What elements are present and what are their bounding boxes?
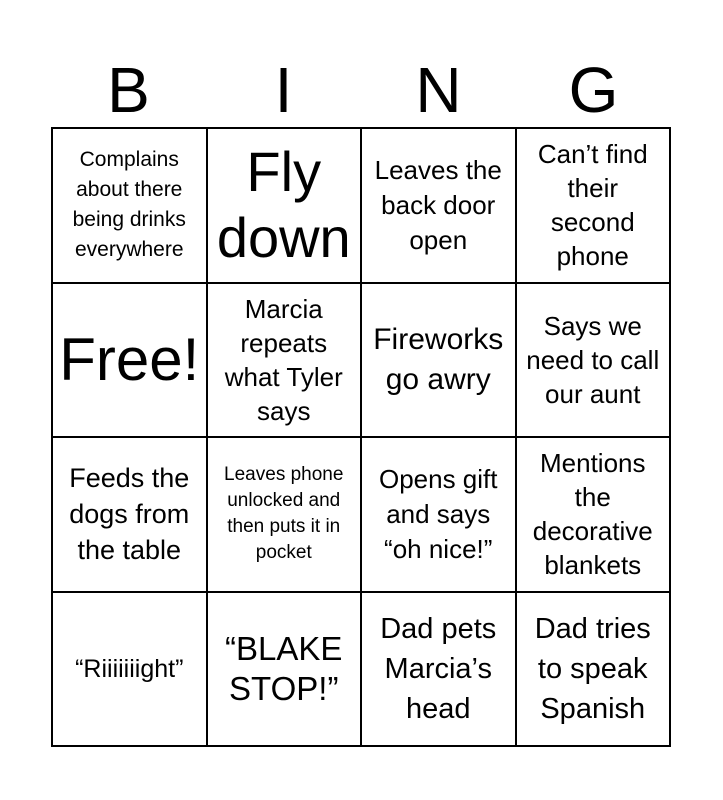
bingo-header <box>51 52 671 128</box>
cell-text: Free! <box>59 325 200 393</box>
bingo-cell-free[interactable] <box>52 283 207 438</box>
cell-text: Fly down <box>216 140 351 270</box>
cell-text: Mentions the decorative blankets <box>532 448 653 581</box>
bingo-cell[interactable] <box>361 128 516 283</box>
header-letter-n: N <box>415 54 462 126</box>
cell-text: “Riiiiiiight” <box>75 654 184 683</box>
bingo-cell[interactable] <box>207 437 362 592</box>
cell-text: Marcia repeats what Tyler says <box>224 293 343 426</box>
cell-text: Can’t find their second phone <box>537 139 648 272</box>
bingo-cell[interactable] <box>516 128 671 283</box>
header-letter-g: G <box>568 54 619 126</box>
header-letter-b: B <box>107 54 150 126</box>
cell-text: “BLAKE STOP!” <box>225 629 343 707</box>
cell-text: Dad tries to speak Spanish <box>534 612 651 725</box>
cell-text: Leaves phone unlocked and then puts it in pocket <box>224 464 344 564</box>
bingo-cell[interactable] <box>52 128 207 283</box>
bingo-cell[interactable] <box>361 283 516 438</box>
bingo-cell[interactable] <box>207 128 362 283</box>
bingo-cell[interactable] <box>207 592 362 747</box>
cell-text: Leaves the back door open <box>374 154 502 255</box>
cell-text: Feeds the dogs from the table <box>69 463 190 566</box>
cell-text: Fireworks go awry <box>373 322 504 396</box>
bingo-cell[interactable] <box>52 592 207 747</box>
bingo-cell[interactable] <box>516 283 671 438</box>
bingo-grid <box>51 127 671 747</box>
cell-text: Says we need to call our aunt <box>526 310 660 409</box>
cell-text: Complains about there being drinks everywhere <box>72 148 186 262</box>
bingo-cell[interactable] <box>516 437 671 592</box>
header-letter-i: I <box>274 54 293 126</box>
cell-text: Opens gift and says “oh nice!” <box>378 463 498 564</box>
cell-text: Dad pets Marcia’s head <box>380 612 497 725</box>
bingo-cell[interactable] <box>516 592 671 747</box>
bingo-cell[interactable] <box>361 592 516 747</box>
bingo-cell[interactable] <box>52 437 207 592</box>
bingo-cell[interactable] <box>361 437 516 592</box>
bingo-cell[interactable] <box>207 283 362 438</box>
